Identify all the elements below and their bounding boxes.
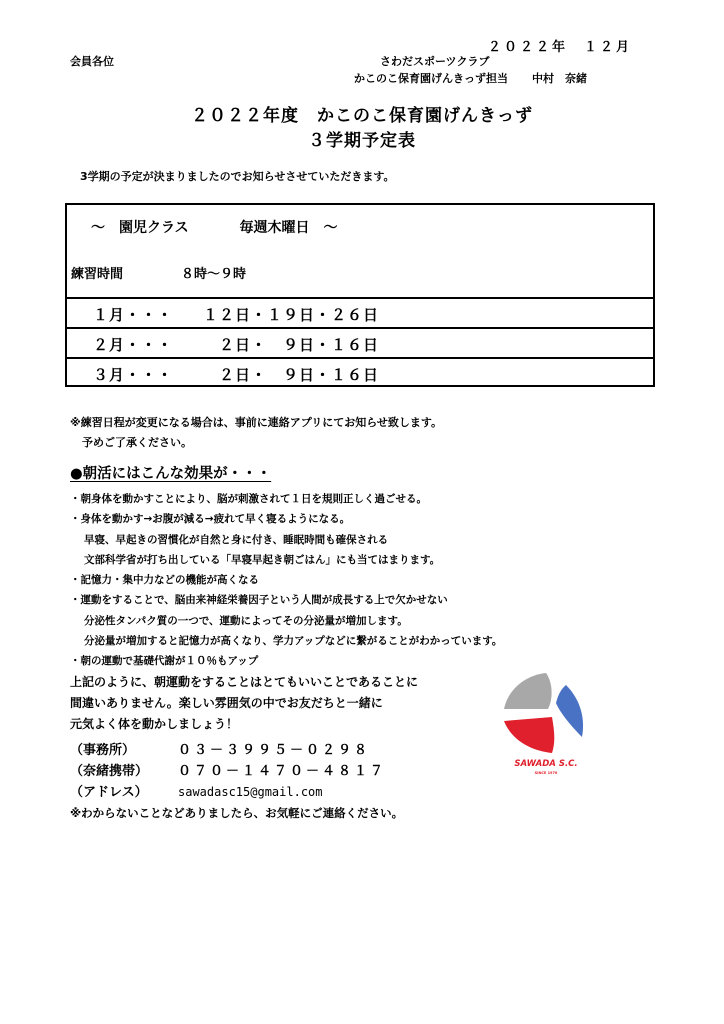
class-name: ～ 園児クラス <box>91 220 189 236</box>
effects-item: 文部科学省が打ち出している「早寝早起き朝ごはん」にも当てはまります。 <box>84 553 441 566</box>
contact-mobile <box>70 761 403 782</box>
page-title: ２０２２年度 かこのこ保育園げんきっず <box>191 106 533 126</box>
effects-item: ・身体を動かす→お腹が減る→疲れて早く寝るようになる。 <box>70 513 351 526</box>
effects-item: ・朝の運動で基礎代謝が１０％もアップ <box>70 655 259 668</box>
sender-org: さわだスポーツクラブ <box>380 55 490 68</box>
page-subtitle: ３学期予定表 <box>308 131 416 151</box>
issue-date: ２０２２年 １２月 <box>487 40 632 55</box>
closing-message <box>70 672 418 735</box>
time-label: 練習時間 <box>71 267 124 282</box>
sender-name: 中村 奈緒 <box>532 72 587 85</box>
contact-info <box>70 740 403 824</box>
schedule-box <box>65 203 655 387</box>
practice-time <box>71 263 246 282</box>
closing-line: 上記のように、朝運動をすることはとてもいいことであることに <box>70 675 419 689</box>
recipient: 会員各位 <box>70 55 114 68</box>
contact-footer: ※わからないことなどありましたら、お気軽にご連絡ください。 <box>70 806 404 820</box>
mobile-phone: ０７０－１４７０－４８１７ <box>178 764 387 779</box>
mobile-label: （奈緒携帯） <box>70 764 149 779</box>
address-label: （アドレス） <box>70 785 148 800</box>
class-heading <box>91 217 347 237</box>
effects-item: 分泌量が増加すると記憶力が高くなり、学力アップなどに繋がることがわかっています。 <box>84 635 503 648</box>
email-address[interactable]: sawadasc15@gmail.com <box>178 785 323 799</box>
schedule-dates: ２日・ ９日・１６日 <box>203 366 380 384</box>
effects-item: ・朝身体を動かすことにより、脳が刺激されて１日を規則正しく過ごせる。 <box>70 493 427 505</box>
contact-office <box>70 740 403 761</box>
office-label: （事務所） <box>70 743 136 758</box>
time-value: ８時～９時 <box>181 267 247 282</box>
logo-since: SINCE 1970 <box>534 771 558 775</box>
intro-text: 3学期の予定が決まりましたのでお知らせさせていただきます。 <box>80 170 395 183</box>
schedule-dates: ２日・ ９日・１６日 <box>203 336 380 354</box>
schedule-month: ３月・・・ <box>93 366 174 384</box>
contact-email <box>70 782 403 803</box>
schedule-row <box>67 297 653 327</box>
effects-item: 早寝、早起きの習慣化が自然と身に付き、睡眠時間も確保される <box>84 533 389 546</box>
logo-name: SAWADA S.C. <box>514 759 578 769</box>
logo-gray-shape <box>504 673 552 709</box>
schedule-month: ２月・・・ <box>93 336 174 354</box>
sender-role: かこのこ保育園げんきっず担当 <box>354 72 508 85</box>
effects-heading: ●朝活にはこんな効果が・・・ <box>70 466 272 482</box>
schedule-month: １月・・・ <box>93 306 174 324</box>
notice-line-1: ※練習日程が変更になる場合は、事前に連絡アプリにてお知らせ致します。 <box>70 416 443 429</box>
effects-list <box>70 489 502 672</box>
schedule-row <box>67 327 653 357</box>
schedule-row <box>67 357 653 387</box>
effects-item: 分泌性タンパク質の一つで、運動によってその分泌量が増加します。 <box>84 614 408 627</box>
closing-line: 元気よく体を動かしましょう！ <box>70 717 239 731</box>
notice-line-2: 予めご了承ください。 <box>82 436 192 449</box>
sawada-logo <box>498 667 594 777</box>
effects-item: ・運動をすることで、脳由来神経栄養因子という人間が成長する上で欠かせない <box>70 594 448 607</box>
closing-line: 間違いありません。楽しい雰囲気の中でお友だちと一緒に <box>70 696 383 710</box>
office-phone: ０３－３９９５－０２９８ <box>178 743 371 758</box>
schedule-dates: １２日・１９日・２６日 <box>203 306 380 324</box>
sender <box>354 70 587 86</box>
logo-red-shape <box>504 717 554 753</box>
logo-blue-shape <box>556 685 583 737</box>
class-day: 毎週木曜日 ～ <box>239 220 338 236</box>
effects-item: ・記憶力・集中力などの機能が高くなる <box>70 574 259 587</box>
